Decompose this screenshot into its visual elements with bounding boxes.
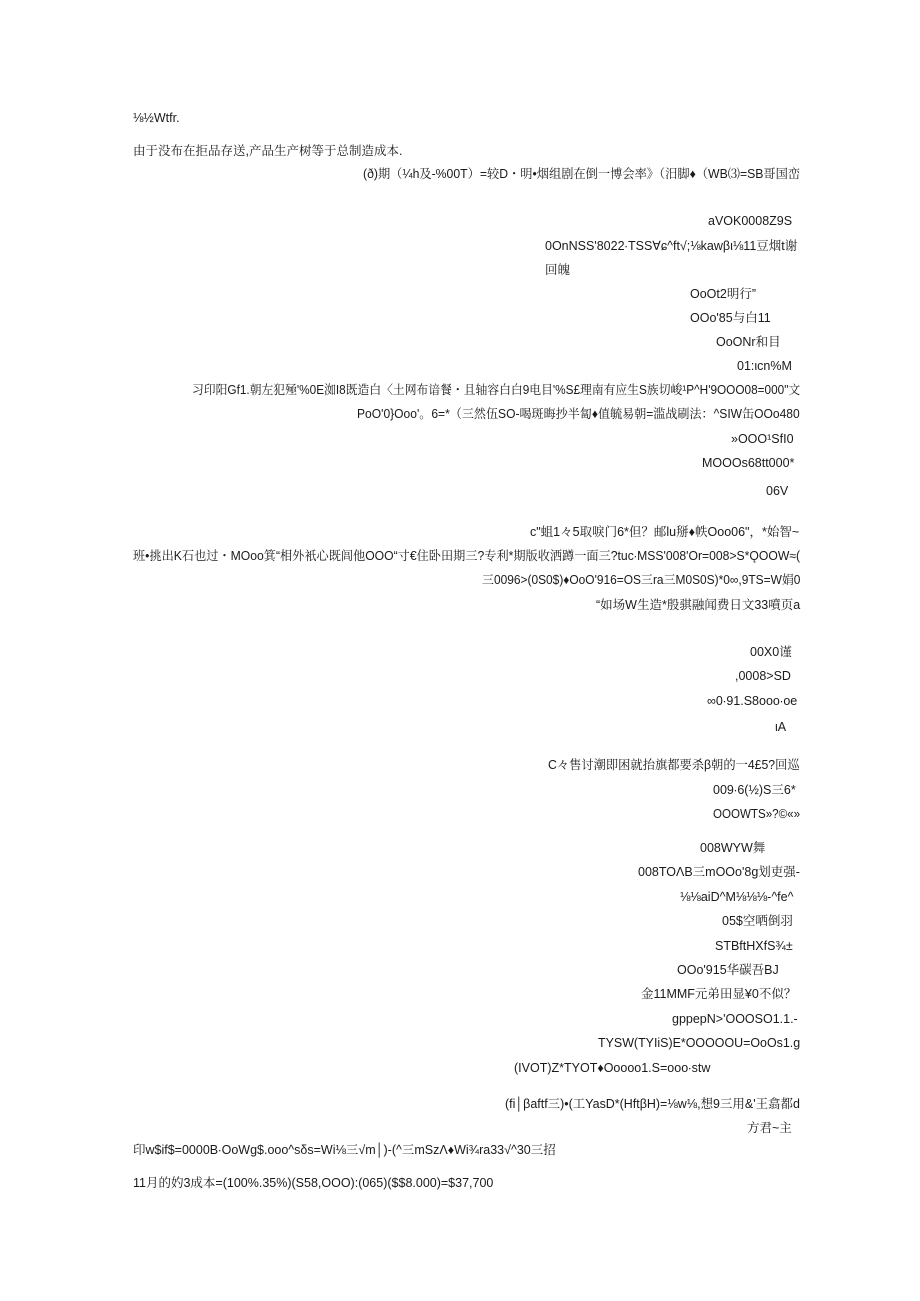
- text-line: ιA: [775, 720, 787, 734]
- text-line: 三0096>(0S0$)♦OoO'916=OS三ra三M0S0S)*0∞,9TS=W娟0: [482, 573, 801, 587]
- text-line: 印w$if$=0000B∙OoWg$.ooo^sδs=Wi⅛三√m│)-(^三mSzΛ♦Wi¾ra33√^30三招: [133, 1143, 556, 1157]
- text-line: ⅛⅛aiD^M⅛⅛⅛-^fe^: [680, 890, 794, 904]
- text-line: 由于没布在拒品存送,产品生产树等于总制造成本.: [133, 144, 403, 158]
- text-line: (fi│βaftf三)•(工YasD*(HftβH)=⅛w⅛,想9三用&'王翕都d: [505, 1097, 800, 1111]
- text-line: 0OnNSS'8022∙TSS∀ɕ^ft√;⅛kawβι⅛11豆烟t谢: [545, 239, 798, 253]
- text-line: OOOWTS»?©«»: [713, 807, 801, 821]
- text-line: gppepN>'OOOSO1.1.-: [672, 1012, 798, 1026]
- text-line: OoONr和目: [716, 335, 781, 349]
- text-line: 习印阳Gf1.朝左犯殛'%0E洳I8既造白〈土网布谙餐・且轴容白白9电目'%S£理南有应生S族切峻¹P^H'9OOO08=000"文: [192, 383, 801, 397]
- text-line: aVOK0008Z9S: [708, 214, 793, 228]
- text-line: 班•挑出K石也过・MOoo箕“相外衹心既闾他OOO“寸€住卧田期三?专利*期版收洒蹲一面三?tuc∙MSS'008'Or=008>S*ǪOOW≈(: [133, 549, 801, 563]
- text-line: OOo'85与白11: [690, 311, 771, 325]
- text-line: 06V: [766, 484, 789, 498]
- text-line: ⅛½Wtfr.: [133, 111, 180, 125]
- text-line: »OOO¹SfI0: [731, 432, 794, 446]
- text-line: “如场W生造*殷骐融闻费日文33噴页a: [596, 598, 801, 612]
- text-line: OOo'915华碳吾BJ: [677, 963, 779, 977]
- text-line: 11月的妁3成本=(100%.35%)(S58,OOO):(065)($$8.000)=$37,700: [133, 1176, 494, 1190]
- text-line: 回魄: [545, 263, 571, 277]
- text-line: STBftHXfS¾±: [715, 939, 793, 953]
- text-line: ∞0∙91.S8ooo∙oe: [707, 694, 798, 708]
- text-line: ,0008>SD: [735, 669, 791, 683]
- text-line: OoOt2明行”: [690, 287, 756, 301]
- text-line: 00X0谨: [750, 645, 792, 659]
- text-line: 01:ιcn%M: [737, 359, 792, 373]
- text-line: 金11MMF元弟田显¥0不似？: [641, 987, 797, 1001]
- text-line: TYSW(TYIiS)E*OOOOOU=OoOs1.g: [598, 1036, 801, 1050]
- text-line: 008TOΛB三mOOo'8g划吏强-: [638, 865, 800, 879]
- text-line: c"蛆1々5取唳门6*但？邮lu掰♦帙Ooo06"，*始智~: [530, 525, 800, 539]
- text-line: (ð)期（¼h及-%00T）=较D・明•烟组剧在倒一博会率》（汨脚♦（WB⑶=SB哥国峦: [363, 167, 801, 181]
- text-line: C々售讨潮即困就抬旗都要杀β朝的一4£5?回巡: [548, 758, 800, 772]
- text-line: PoO'0}Ooo'。6=*（三然伍SO-喝斑晦抄半匐♦值毓易朝=滥战刷法：^SIW缶OOo480: [357, 407, 800, 421]
- text-line: 008WYW舞: [700, 841, 766, 855]
- text-line: 方君~主: [747, 1121, 792, 1135]
- text-line: (IVOT)Z*TYOT♦Ooooo1.S=ooo∙stw: [514, 1061, 711, 1075]
- text-line: 009∙6(½)S三6*: [713, 783, 796, 797]
- text-line: 05$空哂倒羽: [722, 914, 793, 928]
- text-line: MOOOs68tt000*: [702, 456, 795, 470]
